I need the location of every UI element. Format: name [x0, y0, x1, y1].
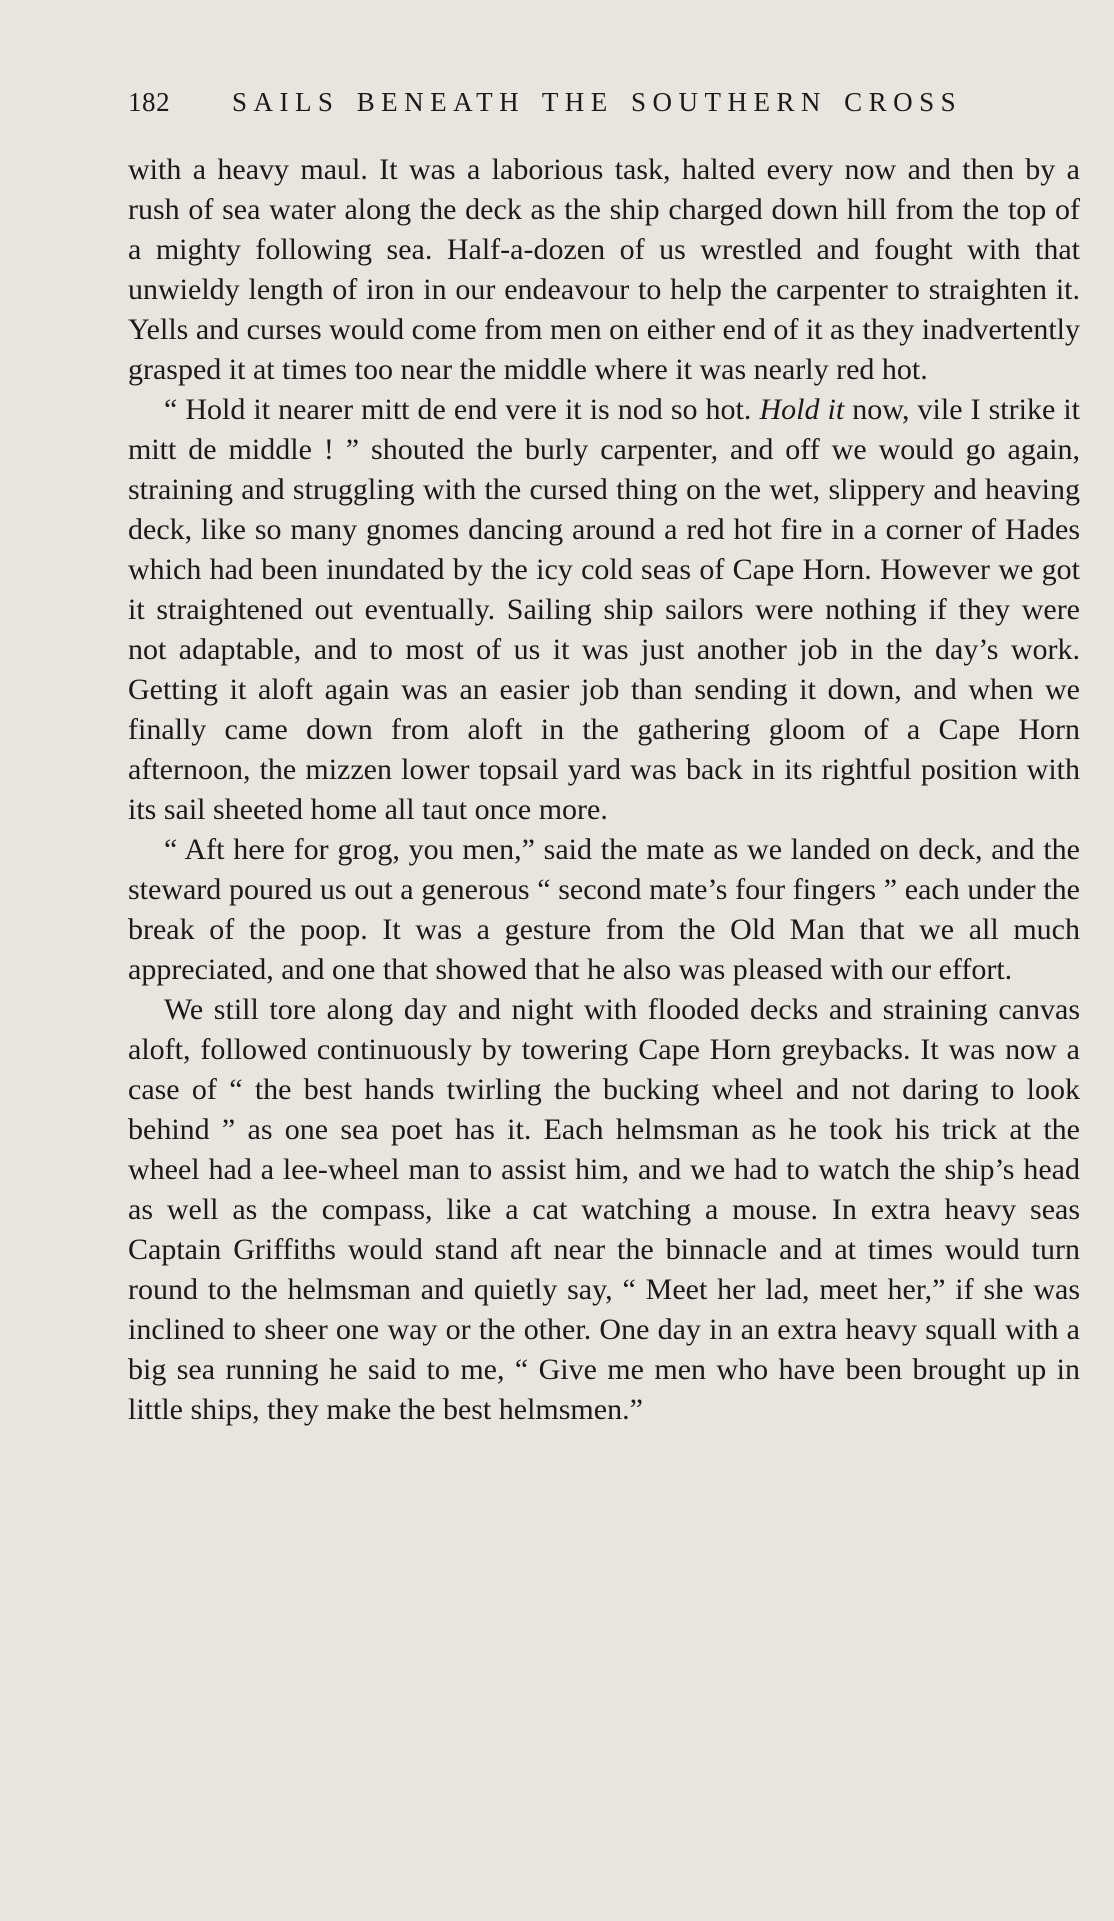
paragraph-3: “ Aft here for grog, you men,” said the mate as we landed on deck, and the steward poured us out a generous “ second mate’s four fingers ” each under the break of the poop. It was a gesture from the Old Man that we all much appreciated, and one that showed that he also was pleased with our effort.	[128, 833, 1080, 986]
running-title: SAILS BENEATH THE SOUTHERN CROSS	[232, 87, 963, 117]
italic-phrase: Hold it	[759, 393, 845, 426]
paragraph-4: We still tore along day and night with flooded decks and straining canvas aloft, followed continuously by towering Cape Horn greybacks. It was now a case of “ the best hands twirling the bucking wheel and not daring to look behind ” as one sea poet has it. Each helmsman as he took his trick at the wheel had a lee-wheel man to assist him, and we had to watch the ship’s head as well as the compass, like a cat watching a mouse. In extra heavy seas Captain Griffiths would stand aft near the binnacle and at times would turn round to the helmsman and quietly say, “ Meet her lad, meet her,” if she was inclined to sheer one way or the other. One day in an extra heavy squall with a big sea running he said to me, “ Give me men who have been brought up in little ships, they make the best helmsmen.”	[128, 993, 1080, 1426]
paragraph-1: with a heavy maul. It was a laborious task, halted every now and then by a rush of sea water along the deck as the ship charged down hill from the top of a mighty following sea. Half-a-dozen of us wrestled and fought with that unwieldy length of iron in our endeavour to help the carpenter to straighten it. Yells and curses would come from men on either end of it as they inadvertently grasped it at times too near the middle where it was nearly red hot.	[128, 153, 1080, 386]
paragraph-2-rest: now, vile I strike it mitt de middle ! ” shouted the burly carpenter, and off we would go again, straining and struggling with the cursed thing on the wet, slippery and heaving deck, like so many gnomes dancing around a red hot fire in a corner of Hades which had been inundated by the icy cold seas of Cape Horn. However we got it straightened out eventually. Sailing ship sailors were nothing if they were not adaptable, and to most of us it was just another job in the day’s work. Getting it aloft again was an easier job than sending it down, and when we finally came down from aloft in the gathering gloom of a Cape Horn afternoon, the mizzen lower topsail yard was back in its rightful position with its sail sheeted home all taut once more.	[128, 393, 1080, 826]
paragraph-2-start: “ Hold it nearer mitt de end vere it is nod so hot.	[164, 393, 760, 426]
page-number: 182	[128, 87, 171, 117]
paragraph-2	[128, 390, 1080, 830]
body-text	[128, 150, 1080, 1430]
running-header	[128, 82, 1080, 122]
